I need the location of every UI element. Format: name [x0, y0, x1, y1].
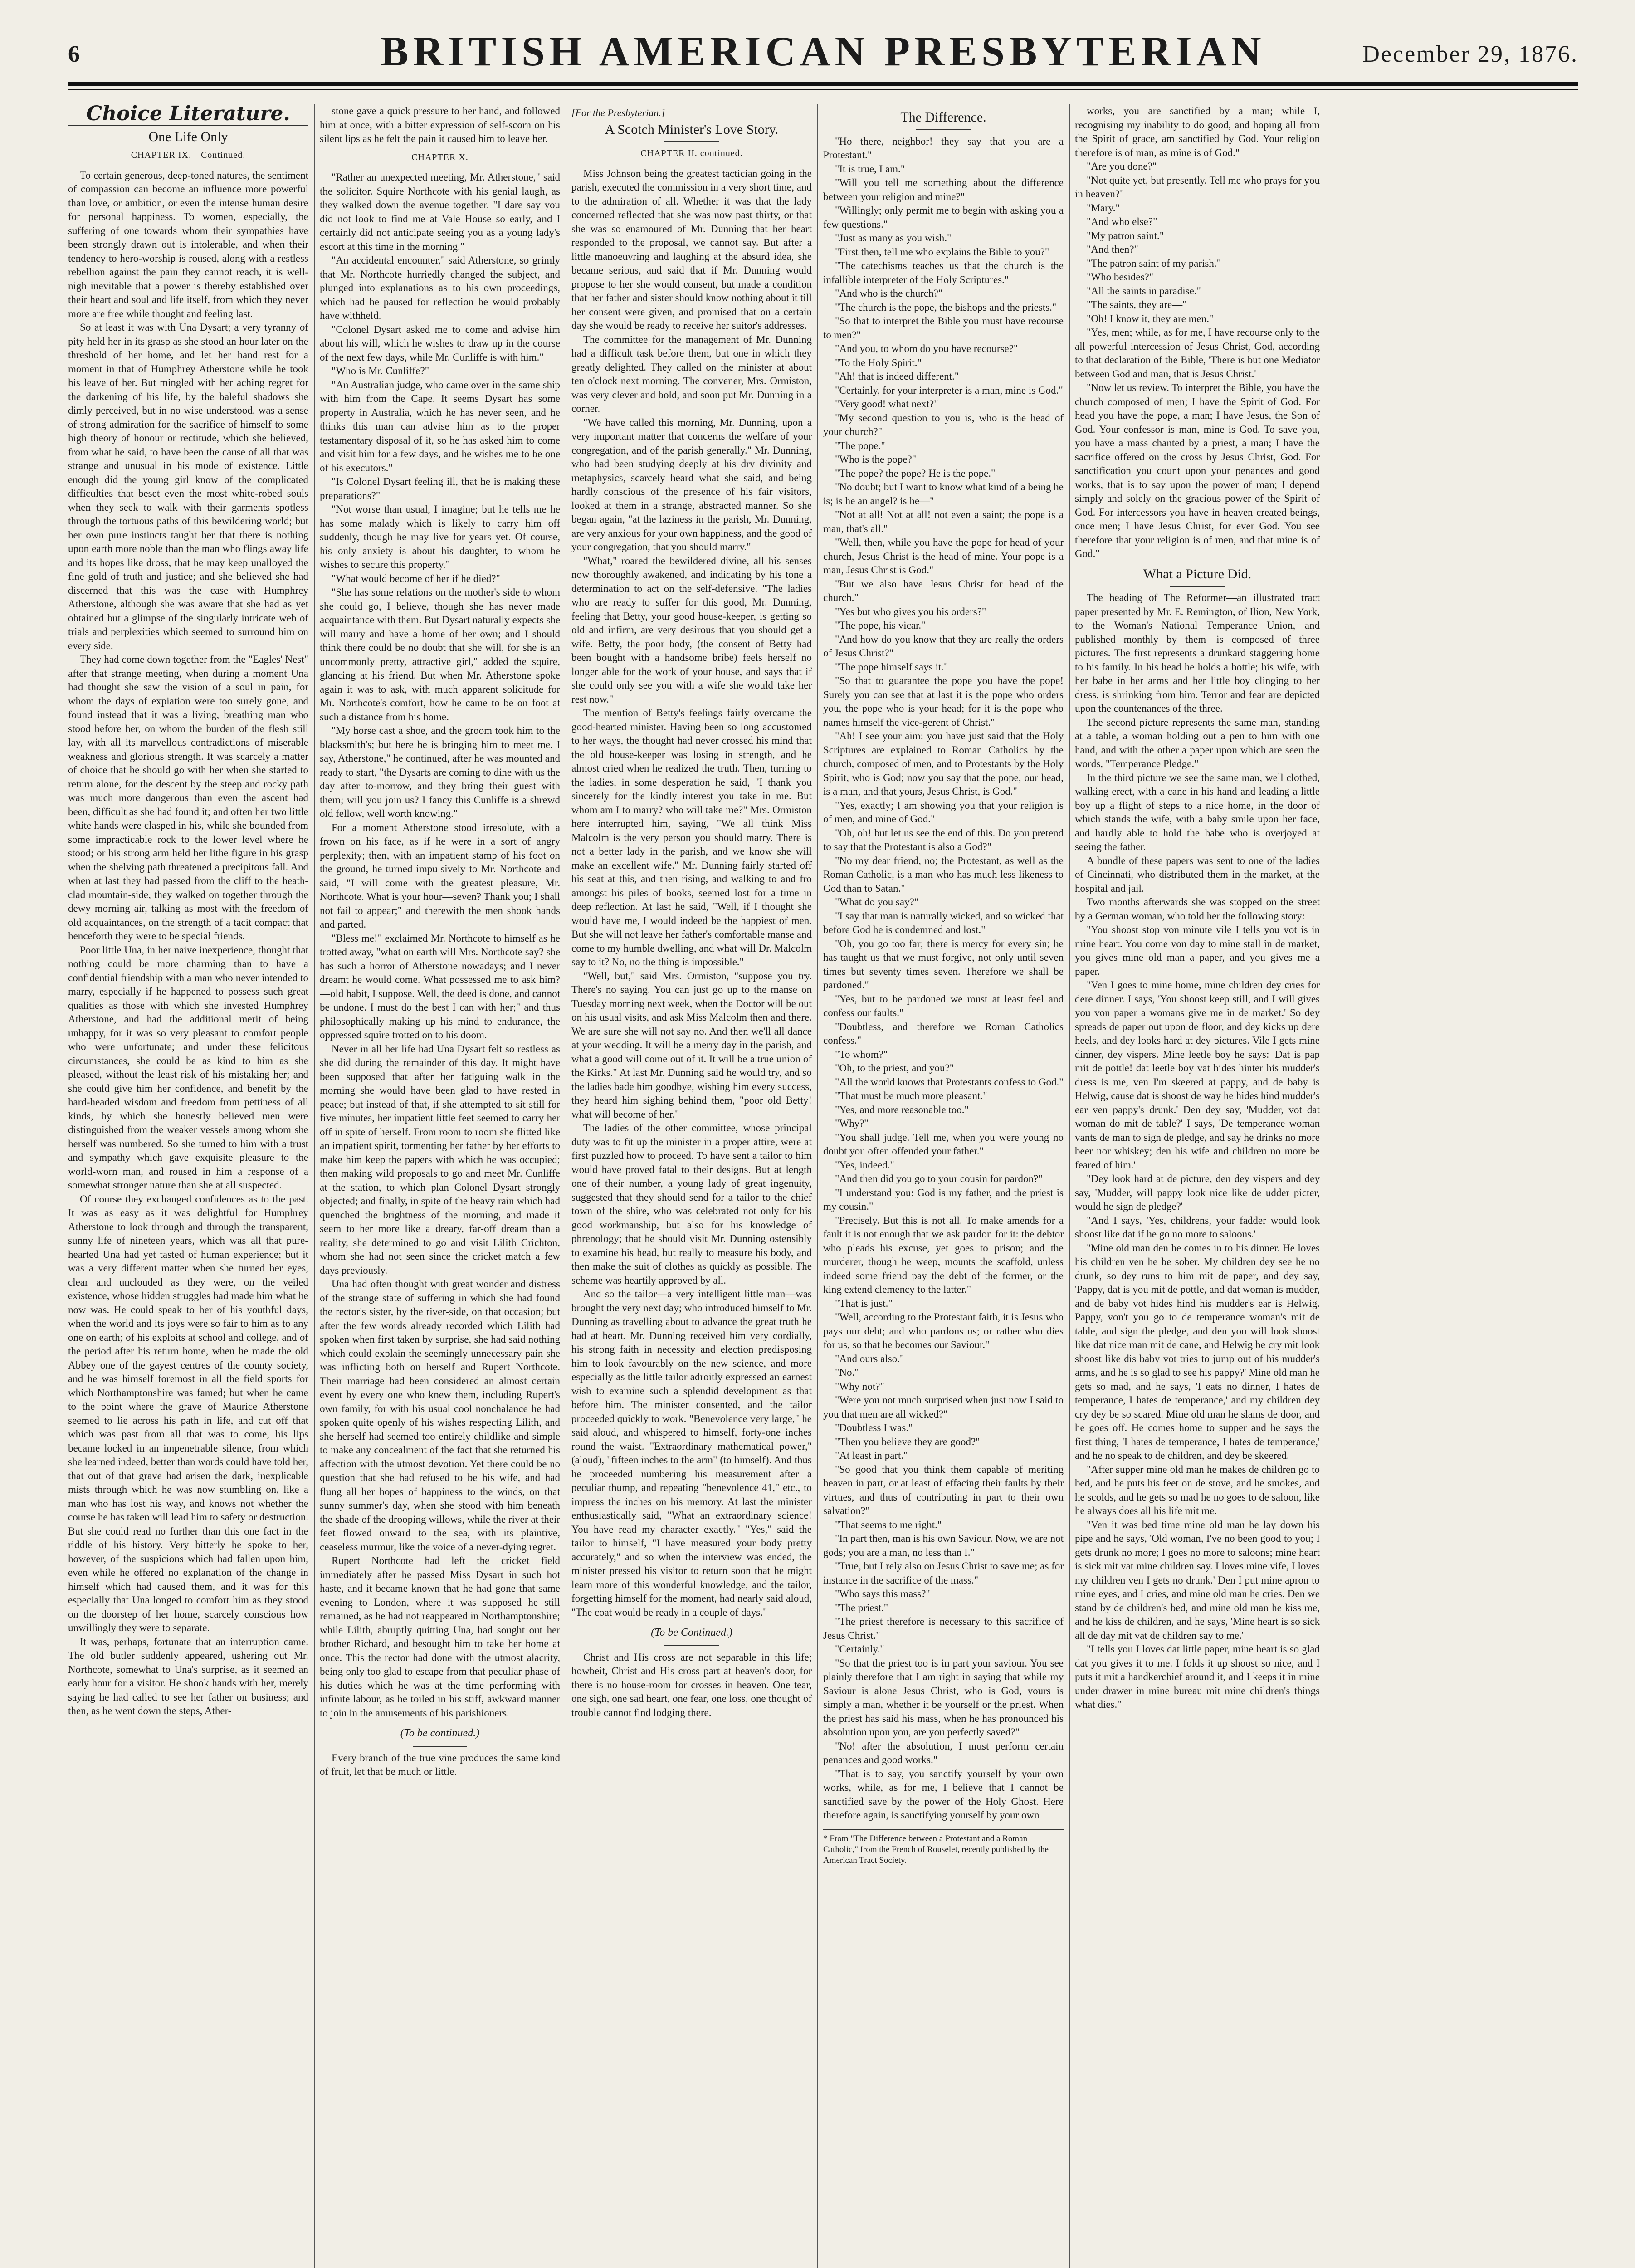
column-3 — [571, 104, 812, 2268]
story-title: A Scotch Minister's Love Story. — [605, 122, 779, 137]
paragraph: "Yes, and more reasonable too." — [835, 1104, 969, 1115]
paragraph: "What do you say?" — [835, 896, 919, 908]
column-1 — [68, 104, 308, 2268]
column-5 — [1075, 104, 1320, 2268]
paragraph: Of course they exchanged confidences as to the past. It was as easy as it was delightful for Humphrey Atherstone to look through and through the transparent, sunny life of nineteen years, which was all that pure-hearted Una had yet tasted of human experience; but it was a very different matter when she turned her eyes, clear and unclouded as they were, on the veiled existence, whose hidden struggles had made him what he now was. He could speak to her of his youthful days, when the world and its joys were so fair to him as to any one on earth; of his exploits at school and college, and of the period after his return home, when he made the old Abbey one of the gayest centres of the county society, and he was himself foremost in all the field sports for which Northamptonshire was famed; but when he came to the point where the grave of Maurice Atherstone seemed to lie across his path in life, and cut off that which was past from all that was to come, his lips became locked in an impenetrable silence, from which she learned indeed, better than words could have told her, that out of that grave had arisen the dark, inexplicable mists through which he was now stumbling on, like a man who has lost his way, and knows not whether the course he has taken will lead him to safety or destruction. But she could read no further than this one fact in the riddle of his history. Very bitterly he spoke to her, however, of the suspicions which had fallen upon him, even while he offered no explanation of the change in himself which had caused them, and it was for this especially that Una longed to comfort him as they stood on the doorstep of her home, scarcely conscious how unwillingly they were to separate. — [68, 1193, 308, 1633]
paragraph: "The priest." — [835, 1602, 888, 1613]
article-title: The Difference. — [900, 110, 986, 125]
paragraph: "Oh, you go too far; there is mercy for every sin; he has taught us that we must forgive, not only until seven times but seventy times seven. Therefore we shall be pardoned." — [823, 938, 1064, 991]
paragraph: works, you are sanctified by a man; while I, recognising my inability to do good, and hoping all from the Spirit of grace, am sanctified by God. Your religion therefore is of man, as mine is of God." — [1075, 105, 1320, 158]
paragraph: The committee for the management of Mr. Dunning had a difficult task before them, but one in which they greatly delighted. They called on the minister at about ten o'clock next morning. The convener, Mrs. Ormiston, was very clever and bold, and soon put Mr. Dunning in a corner. — [571, 333, 812, 414]
paragraph: "The saints, they are—" — [1087, 299, 1187, 310]
paragraph: "Dey look hard at de picture, den dey vispers and dey say, 'Mudder, will pappy look nice like de udder picter, would he sign de pledge?' — [1075, 1173, 1320, 1212]
paragraph: "Were you not much surprised when just now I said to you that men are all wicked?" — [823, 1394, 1064, 1420]
paragraph: "All the saints in paradise." — [1087, 285, 1201, 297]
column-4 — [823, 104, 1064, 2268]
continued-note: (To be Continued.) — [651, 1627, 732, 1638]
paragraph: "Oh! I know it, they are men." — [1087, 313, 1214, 324]
paragraph: "True, but I rely also on Jesus Christ to save me; as for instance in the sacrifice of the mass." — [823, 1560, 1064, 1586]
paragraph: "Oh, oh! but let us see the end of this. Do you pretend to say that the Protestant is also a God?" — [823, 827, 1064, 852]
masthead-header — [68, 9, 1578, 95]
paragraph: "First then, tell me who explains the Bible to you?" — [835, 246, 1049, 258]
paragraph: The heading of The Reformer—an illustrated tract paper presented by Mr. E. Remington, of Ilion, New York, to the Woman's National Temperance Union, and published monthly by them—is composed of three pictures. The first represents a drunkard staggering home to his family. In his head he holds a bottle; his wife, with her babe in her arms and her little boy clinging to her dress, is shrinking from him. Terror and fear are depicted upon the countenances of the three. — [1075, 592, 1320, 714]
paragraph: "No doubt; but I want to know what kind of a being he is; is he an angel? is he—" — [823, 481, 1064, 507]
paragraph: A bundle of these papers was sent to one of the ladies of Cincinnati, who distributed them in the market, at the hospital and jail. — [1075, 855, 1320, 894]
paragraph: "I tells you I loves dat little paper, mine heart is so glad dat you gives it to me. I folds it up shoost so nice, and I puts it mit a handkerchief around it, and I keeps it in mine under drawer in mine bureau mit mine children's things what dies." — [1075, 1643, 1320, 1710]
short-divider — [916, 129, 971, 130]
paragraph: Two months afterwards she was stopped on the street by a German woman, who told her the following story: — [1075, 896, 1320, 922]
paragraph: "The priest therefore is necessary to this sacrifice of Jesus Christ." — [823, 1616, 1064, 1641]
paragraph: "Ah! I see your aim: you have just said that the Holy Scriptures are explained to Roman Catholics by the church, composed of men, and to Protestants by the Holy Spirit, who is God; now you say that the pope, our head, is a man, and that yours, Jesus Christ, is God." — [823, 730, 1064, 797]
column-divider — [314, 104, 315, 2268]
paragraph: "The pope." — [835, 440, 885, 451]
paragraph: In the third picture we see the same man, well clothed, walking erect, with a cane in his hand and leading a little boy up a flight of steps to a nice home, in the door of which stands the wife, with a baby smile upon her face, and hardly able to hold the babe who is overjoyed at seeing the father. — [1075, 772, 1320, 852]
paragraph: "But we also have Jesus Christ for head of the church." — [823, 578, 1064, 603]
paragraph: "Is Colonel Dysart feeling ill, that he is making these preparations?" — [320, 476, 560, 501]
paragraph: "At least in part." — [835, 1450, 908, 1461]
paragraph: "No my dear friend, no; the Protestant, as well as the Roman Catholic, is a man who has much less likeness to God than to Satan." — [823, 855, 1064, 894]
paragraph: "Well, but," said Mrs. Ormiston, "suppose you try. There's no saying. You can just go up to the manse on Tuesday morning next week, when the Doctor will be out on his usual visits, and ask Miss Malcolm then and there. We are sure she will not say no. And then we'll all dance at your wedding. It will be a merry day in the parish, and what a good will come out of it. It will be a true union of the Kirks." At last Mr. Dunning said he would try, and so the ladies bade him goodbye, wishing him every success, they heard him sighing behind them, "poor old Betty! what will become of her." — [571, 970, 812, 1120]
newspaper-title: BRITISH AMERICAN PRESBYTERIAN — [381, 28, 1266, 74]
article-title: What a Picture Did. — [1143, 566, 1252, 582]
chapter-heading: CHAPTER II. continued. — [640, 148, 743, 158]
paragraph: "Very good! what next?" — [835, 398, 938, 410]
chapter-heading: CHAPTER IX.—Continued. — [131, 150, 246, 160]
chapter-heading: CHAPTER X. — [411, 152, 469, 162]
paragraph: "Precisely. But this is not all. To make amends for a fault it is not enough that we ask pardon for it: the debtor who pleads his excuse, yet goes to prison; and the murderer, though he weep, mounts the scaffold, unless indeed some friend pay the debt of the former, or the king extend clemency to the latter." — [823, 1214, 1064, 1295]
paragraph: "What would become of her if he died?" — [332, 572, 500, 584]
paragraph: "So that to interpret the Bible you must have recourse to men?" — [823, 315, 1064, 341]
paragraph: stone gave a quick pressure to her hand, and followed him at once, with a bitter expression of self-scorn on his silent lips as he felt the pain it caused him to leave her. — [320, 105, 560, 144]
paragraph: It was, perhaps, fortunate that an interruption came. The old butler suddenly appeared, ushering out Mr. Northcote, somewhat to Una's surprise, as it seemed an early hour for a visitor. He shook hands with her, merely saying he had called to see her father on business; and then, as he went down the steps, Ather- — [68, 1636, 308, 1716]
paragraph: "Who besides?" — [1087, 271, 1154, 283]
paragraph: "Ah! that is indeed different." — [835, 371, 959, 382]
paragraph: They had come down together from the "Eagles' Nest" after that strange meeting, when during a moment Una had thought she saw the vision of a soul in pain, for whom the days of expiation were too surely gone, and found instead that it was a living, breathing man who stood before her, on whom the burden of the flesh still lay, with all its marvellous contradictions of miserable weakness and glorious strength. It was scarcely a matter of choice that he should go with her when she started to return alone, for the descent by the steep and rocky path was much more dangerous than even the ascent had been, difficult as she had found it; and often her two little white hands were clasped in his, while she bounded from some impracticable rock to the lower level where he stood; or his strong arm held her lithe figure in his grasp when the shelving path threatened a precipitous fall. And when at last they had passed from the cliff to the heath-clad mountain-side, they walked on together through the dewy morning air, talking as most with the freedom of old acquaintances, on the strength of a tacit compact that henceforth they were to be special friends. — [68, 654, 308, 942]
page-number: 6 — [68, 41, 80, 67]
paragraph: "We have called this morning, Mr. Dunning, upon a very important matter that concerns the welfare of your congregation, and of the parish generally." Mr. Dunning, who had been studying deeply at his dry divinity and metaphysics, scarcely heard what she said, and being hardly conscious of the presence of his fair visitors, looked at them in a strange, abstracted manner. So she began again, "at the laziness in the parish, Mr. Dunning, are very anxious for your own happiness, and the good of your congregation, that you should marry." — [571, 416, 812, 552]
paragraph: "The patron saint of my parish." — [1087, 257, 1221, 269]
paragraph: "Colonel Dysart asked me to come and advise him about his will, which he wishes to draw up in the course of the next few days, while Mr. Cunliffe is with him." — [320, 323, 560, 363]
paragraph: "Are you done?" — [1087, 161, 1157, 172]
paragraph: "That must be much more pleasant." — [835, 1090, 987, 1101]
paragraph: "An accidental encounter," said Atherstone, so grimly that Mr. Northcote hurriedly changed the subject, and plunged into explanations as to his own proceedings, which had he paused for reflection he would probably have withheld. — [320, 254, 560, 321]
paragraph: The mention of Betty's feelings fairly overcame the good-hearted minister. Having been so long accustomed to her ways, the thought had never crossed his mind that the old house-keeper was losing in strength, and he almost cried when he realized the truth. Then, turning to the ladies, in some desperation he said, "I thank you sincerely for the kindly interest you take in me. But whom am I to marry? who will take me?" Mrs. Ormiston here interrupted him, saying, "We all think Miss Malcolm is the very person you should marry. There is not a better lady in the parish, and we know she will make an excellent wife." Mr. Dunning fairly started off his seat at this, and then rising, and walking to and fro amongst his piles of books, seemed lost for a time in deep reflection. At last he said, "Well, if I thought she would have me, I would indeed be the happiest of men. But she will not leave her father's comfortable manse and come to my humble dwelling, and what will Dr. Malcolm say to it? No, no the thing is impossible." — [571, 707, 812, 968]
paragraph: "No." — [835, 1367, 859, 1378]
paragraph: "Well, according to the Protestant faith, it is Jesus who pays our debt; and who pardons us; or rather who dies for us, so that he becomes our Saviour." — [823, 1311, 1064, 1350]
paragraph: "Not quite yet, but presently. Tell me who prays for you in heaven?" — [1075, 174, 1320, 200]
paragraph: "Mary." — [1087, 202, 1120, 214]
footnote: * From "The Difference between a Protestant and a Roman Catholic," from the French of Rouselet, recently published by the American Tract Society. — [823, 1829, 1064, 1866]
paragraph: "The church is the pope, the bishops and the priests." — [835, 301, 1057, 313]
paragraph: "Doubtless I was." — [835, 1422, 913, 1433]
paragraph: "That is just." — [835, 1297, 893, 1309]
short-divider — [664, 1645, 719, 1646]
paragraph: "Certainly." — [835, 1643, 884, 1655]
paragraph: "I say that man is naturally wicked, and so wicked that before God he is condemned and lost." — [823, 910, 1064, 935]
paragraph: "Yes but who gives you his orders?" — [835, 606, 986, 617]
paragraph: "Just as many as you wish." — [835, 232, 952, 244]
paragraph: "Now let us review. To interpret the Bible, you have the church composed of men; I have the Spirit of God. For head you have the pope, a man; I have Jesus, the Son of God. Your confessor is man, mine is God. To save you, you have a mass chanted by a priest, a man; I have the sacrifice offered on the cross by Jesus Christ, God. For sanctification you count upon your penances and good works, that is to say upon the power of man; I depend simply and solely on the gracious power of the Spirit of God. For intercessors you have in heaven created beings, once men; I have Jesus Christ, for ever God. You see therefore that your religion is of men, and that mine is of God." — [1075, 382, 1320, 559]
paragraph: "My horse cast a shoe, and the groom took him to the blacksmith's; but here he is bringing him to meet me. I say, Atherstone," he continued, after he was mounted and ready to start, "the Dysarts are coming to dine with us the day after to-morrow, and they bring their guest with them; will you join us? I fancy this Cunliffe is a shrewd old fellow, well worth knowing." — [320, 725, 560, 819]
paragraph: For a moment Atherstone stood irresolute, with a frown on his face, as if he were in a sort of angry perplexity; then, with an impatient stamp of his foot on the ground, he turned impulsively to Mr. Northcote and said, "I will come with the greatest pleasure, Mr. Northcote. What is your hour—seven? Thank you; I shall not fail to appear;" and therewith the men shook hands and parted. — [320, 821, 560, 930]
paragraph: "It is true, I am." — [835, 163, 905, 175]
paragraph: "Yes, men; while, as for me, I have recourse only to the all powerful intercession of Jesus Christ, God, according to that declaration of the Bible, 'There is but one Mediator between God and man, that is Jesus Christ.' — [1075, 327, 1320, 380]
paragraph: "That is to say, you sanctify yourself by your own works, while, as for me, I believe that I cannot be sanctified save by the power of the Holy Ghost. Here therefore again, is sanctifying yourself by your own — [823, 1768, 1064, 1821]
paragraph: "And how do you know that they are really the orders of Jesus Christ?" — [823, 633, 1064, 659]
paragraph: Miss Johnson being the greatest tactician going in the parish, executed the commission in a very short time, and to the admiration of all. Whether it was that the lady concerned reflected that she was now past thirty, or that she was so enamoured of Mr. Dunning that her heart responded to the proposal, we cannot say. But after a little manoeuvring and laughing at the absurd idea, she became serious, and said that if Mr. Dunning would propose to her she would consent, but made a condition that her father and sister should know nothing about it till her consent were given, and promised that on a certain day she would be ready to receive her suitor's addresses. — [571, 167, 812, 331]
paragraph: The second picture represents the same man, standing at a table, a woman holding out a pen to him with one hand, and with the other a paper upon which are seen the words, "Temperance Pledge." — [1075, 716, 1320, 769]
paragraph: "So good that you think them capable of meriting heaven in part, or at least of effacing their faults by their virtues, and thus of contributing in part to their own salvation?" — [823, 1463, 1064, 1516]
paragraph: "Rather an unexpected meeting, Mr. Atherstone," said the solicitor. Squire Northcote with his genial laugh, as they walked down the avenue together. "I dare say you did not look to find me at Vale House so early, and I certainly did not anticipate seeing you as a young lady's escort at this time in the morning." — [320, 171, 560, 252]
paragraph: "Bless me!" exclaimed Mr. Northcote to himself as he trotted away, "what on earth will Mrs. Northcote say? she has such a horror of Atherstone nowadays; and I never dreamt he would come. What possessed me to ask him?—old habit, I suppose. Well, the deed is done, and cannot be undone. I must do the best I can with her;" and thus philosophically making up his mind to endurance, the oppressed squire trotted on to his doom. — [320, 932, 560, 1041]
paragraph: "Who says this mass?" — [835, 1588, 930, 1599]
paragraph: "Why not?" — [835, 1380, 884, 1392]
paragraph: Una had often thought with great wonder and distress of the strange state of suffering in which she had found the rector's sister, by the river-side, on that occasion; but after the few words already recorded which Lilith had spoken when first taken by surprise, she had said nothing which could explain the seemingly unnecessary pain she was inflicting both on herself and Rupert Northcote. Their marriage had been considered an almost certain event by every one who knew them, including Rupert's own family, for with his usual cool nonchalance he had spoken quite openly of his wishes respecting Lilith, and she herself had seemed too entirely childlike and simple to make any concealment of the fact that she returned his affection with the utmost devotion. Yet there could be no question that she had refused to be his wife, and had flung all her hopes of happiness to the winds, on that sunny summer's day, when she stood with him beneath the shade of the drooping willows, while the river at their feet flowed onward to the sea, with its plaintive, ceaseless murmur, like the voice of a never-dying regret. — [320, 1278, 560, 1553]
paragraph: "And then?" — [1087, 244, 1138, 255]
paragraph: "Willingly; only permit me to begin with asking you a few questions." — [823, 205, 1064, 230]
short-divider — [1170, 586, 1225, 587]
paragraph: "That seems to me right." — [835, 1519, 942, 1530]
paragraph: "And then did you go to your cousin for pardon?" — [835, 1173, 1043, 1184]
column-2 — [320, 104, 560, 2268]
paragraph: "You shall judge. Tell me, when you were young no doubt you often offended your father." — [823, 1131, 1064, 1157]
paragraph: "Mine old man den he comes in to his dinner. He loves his children ven he be sober. My children dey see he no drunk, so dey runs to him mit de paper, and dey say, 'Pappy, dat is you mit de pottle, and dat woman is mudder, and de baby vot hides hind his mudder's ear is Helwig. Pappy, von't you go to de temperance woman's mit de table, and sign the pledge, and den you will look shoost like dat nice man mit de cane, and Helwig be cry mit look shoost like dis baby vot tries to jump out of his mudder's arms, and he is so glad to see his pappy?' Mine old man he gets so mad, and he says, 'I eats no dinner, I hates de temperance, I hates de temperance,' and my children dey cry dey be so scared. Mine old man he slams de door, and he goes off. He comes home to supper and he says the first thing, 'I hates de temperance, I hates de temperance,' and he no speak to de children, and dey be skeered. — [1075, 1242, 1320, 1461]
paragraph: "I understand you: God is my father, and the priest is my cousin." — [823, 1187, 1064, 1212]
paragraph: "To the Holy Spirit." — [835, 357, 922, 368]
paragraph: "Ho there, neighbor! they say that you are a Protestant." — [823, 135, 1064, 161]
paragraph: And so the tailor—a very intelligent little man—was brought the very next day; who introduced himself to Mr. Dunning as travelling about to advance the great truth he had at heart. Mr. Dunning received him very cordially, his strong faith in necessity and election predisposing him to look favourably on the new science, and more especially as the little tailor adroitly expressed an earnest wish to examine such a splendid development as that before him. The minister consented, and the tailor proceeded quickly to work. "Benevolence very large," he said aloud, and whispered to himself, forty-one inches round the waist. "Extraordinary mathematical power," (aloud), "fifteen inches to the arm" (to himself). And thus he proceeded numbering his measurement after a peculiar thump, and repeating "benevolence 41," etc., to impress the inches on his memory. At last the minister enthusiastically said, "What an extraordinary science! You have read my character exactly." "Yes," said the tailor to himself, "I have measured your body pretty accurately," and so when the interview was ended, the minister pressed his visitor to return soon that he might learn more of this wonderful knowledge, and the tailor, forgetting himself for the moment, had nearly said aloud, "The coat would be ready in a couple of days." — [571, 1288, 812, 1618]
paragraph: "Not at all! Not at all! not even a saint; the pope is a man, that's all." — [823, 509, 1064, 534]
paragraph: "And who else?" — [1087, 216, 1157, 227]
short-divider — [664, 141, 719, 142]
paragraph: "And I says, 'Yes, childrens, your fadder would look shoost like dat if he go no more to saloons.' — [1075, 1214, 1320, 1240]
paragraph: "Will you tell me something about the difference between your religion and mine?" — [823, 177, 1064, 202]
paragraph: To certain generous, deep-toned natures, the sentiment of compassion can become an influence more powerful than love, or ambition, or even the intense human desire for personal happiness. To women, especially, the suffering of one towards whom their sympathies have been strongly drawn out is intolerable, and when their tendency to hero-worship is roused, along with a restless rebellion against the pain they cannot reach, it is well-nigh inevitable that a power is thereby established over their heart and soul and life itself, from which they never more are free while thought and feeling last. — [68, 169, 308, 319]
paragraph: "She has some relations on the mother's side to whom she could go, I believe, though she has never made acquaintance with them. But Dysart naturally expects she will marry and have a home of her own; and I should think there could be no doubt that she will, for she is an uncommonly pretty, attractive girl," added the squire, glancing at his friend. But when Mr. Atherstone spoke again it was to ask, with much apparent solicitude for Mr. Northcote's comfort, how he came to be on foot at such a distance from his home. — [320, 587, 560, 723]
paragraph: "Ven it was bed time mine old man he lay down his pipe and he says, 'Old woman, I've no been good to you; I gets drunk no more; I goes no more to saloons; mine heart is sick mit vat mine children say. I loves mine vife, I loves my children ven I gets no drunk.' Den I put mine apron to mine eyes, and I cries, and mine old man he cries. Den we stand by de children's bed, and mine old man he kiss me, and he kiss de children, and he says, 'Mine heart is so sick all de day mit vat de children say to me.' — [1075, 1519, 1320, 1641]
paragraph: "Then you believe they are good?" — [835, 1436, 980, 1447]
paragraph: "And who is the church?" — [835, 288, 943, 299]
paragraph: "The pope himself says it." — [835, 661, 948, 673]
paragraph: "What," roared the bewildered divine, all his senses now thoroughly awakened, and indicating by his tone a determination to act on the self-defensive. "The ladies who are ready to suffer for this good, Mr. Dunning, feeling that Betty, your good house-keeper, is getting so old and infirm, are very desirous that you should get a wife. Betty, the poor body, (the consent of Betty had been bought with a handsome bribe) feels herself no longer able for the work of your house, and says that if she could only see you with a wife she would take her rest now." — [571, 555, 812, 705]
paragraph: Poor little Una, in her naive inexperience, thought that nothing could be more charming than to have a confidential friendship with a man who never intended to marry, especially if he happened to possess such great qualities as those with which she invested Humphrey Atherstone, and had the additional merit of being unhappy, for it was so very pleasant to comfort people who were unfortunate; and under these felicitous circumstances, she could be as kind to him as she pleased, without the least risk of his mistaking her; and she could give him her confidence, and benefit by the hard-headed wisdom and freedom from pettiness of all kinds, by which she honestly believed men were distinguished from the weaker vessels among whom she herself was numbered. So she turned to him with a trust and sympathy which gave exquisite pleasure to the world-worn man, and roused in him a response of a somewhat stronger nature than she at all suspected. — [68, 944, 308, 1191]
paragraph: "The catechisms teaches us that the church is the infallible interpreter of the Holy Scriptures." — [823, 260, 1064, 285]
continued-note: (To be continued.) — [400, 1727, 480, 1739]
source-note: [For the Presbyterian.] — [571, 107, 665, 118]
paragraph: "No! after the absolution, I must perform certain penances and good works." — [823, 1740, 1064, 1765]
section-heading: Choice Literature. — [68, 107, 308, 126]
paragraph: "Who is the pope?" — [835, 454, 917, 465]
paragraph: So at least it was with Una Dysart; a very tyranny of pity held her in its grasp as she stood an hour later on the threshold of her home, and let her hand rest for a moment in that of Humphrey Atherstone while he took his leave of her. But mingled with her aching regret for the darkening of his life, by the baleful shadows she dimly perceived, but in no wise understood, was a sense of strong admiration for the sacrifice of himself to some high theory of honour or rectitude, which she believed, from what he said, to have been the cause of all that was strange and unusual in his mode of existence. Little enough did the young girl know of the complicated difficulties that beset even the most white-robed souls when they seek to walk with their garments spotless through the tortuous paths of this bewildering world; but her own pure instincts taught her that there is nothing upon earth more noble than the man who flings away life and its hopes like dross, that he may keep unalloyed the fine gold of truth and justice; and she believed she had discerned that this was the case with Humphrey Atherstone, although she was aware that she had as yet obtained but a glimpse of the singularly intricate web of trials and perplexities which seemed to surround him on every side. — [68, 322, 308, 651]
paragraph: "The pope, his vicar." — [835, 620, 926, 631]
paragraph: Every branch of the true vine produces the same kind of fruit, let that be much or little. — [320, 1752, 560, 1777]
paragraph: The ladies of the other committee, whose principal duty was to fit up the minister in a proper attire, were at first puzzled how to proceed. To have sent a tailor to him would have proved fatal to their designs. But at length one of their number, a young lady of great ingenuity, suggested that they should send for a tailor to the chief town of the shire, who was celebrated not only for his good workmanship, but also for his knowledge of phrenology; that he should visit Mr. Dunning ostensibly to examine his head, but really to measure his body, and then make the suit of clothes as quickly as possible. The scheme was heartily approved by all. — [571, 1122, 812, 1286]
paragraph: Rupert Northcote had left the cricket field immediately after he passed Miss Dysart in such hot haste, and it became known that he had gone that same evening to London, where it was supposed he still remained, as he had not reappeared in Northamptonshire; while Lilith, abruptly quitting Una, had sought out her brother Richard, and besought him to take her home at once. This the rector had done with the utmost alacrity, being only too glad to escape from that peculiar phase of his duties which he was at the time performing with infinite labour, as he toiled in his stiff, awkward manner to join in the amusements of his parishioners. — [320, 1555, 560, 1719]
paragraph: Christ and His cross are not separable in this life; howbeit, Christ and His cross part at heaven's door, for there is no house-room for crosses in heaven. One tear, one sigh, one sad heart, one fear, one loss, one thought of trouble cannot find lodging there. — [571, 1651, 812, 1718]
short-divider — [413, 1746, 467, 1747]
header-rule-thin — [68, 89, 1578, 90]
paragraph: "Oh, to the priest, and you?" — [835, 1062, 954, 1074]
paragraph: "All the world knows that Protestants confess to God." — [835, 1076, 1064, 1088]
paragraph: "Who is Mr. Cunliffe?" — [332, 365, 429, 376]
paragraph: "Well, then, while you have the pope for head of your church, Jesus Christ is the head of mine. Your pope is a man, Jesus Christ is God." — [823, 537, 1064, 576]
paragraph: "My second question to you is, who is the head of your church?" — [823, 412, 1064, 437]
paragraph: "Doubtless, and therefore we Roman Catholics confess." — [823, 1021, 1064, 1046]
paragraph: "In part then, man is his own Saviour. Now, we are not gods; you are a man, no less than I." — [823, 1533, 1064, 1558]
header-rule-thick — [68, 82, 1578, 86]
story-title: One Life Only — [148, 129, 228, 144]
paragraph: "Ven I goes to mine home, mine children dey cries for dere dinner. I says, 'You shoost keep still, and I will gives you von paper a womans give me in de market.' So dey spreads de paper out upon de floor, and dey kicks up dere heels, and dey looks hard at dey pictures. Vile I gets mine dinner, dey vispers. Mine leetle boy he says: 'Dat is pap mit de pottle! dat leetle boy vat hides hinter his mudder's dress is me, ven I'm skeered at pappy, and de baby is Helwig, cause dat is shoost de way he hides hind mudder's ear ven pappy's drunk.' Den dey say, 'Mudder, vot dat woman do mit de table?' I says, 'De temperance woman vants de man to sign de pledge, and say he drinks no more beer nor whiskey; den his wife and children no more be feared of him.' — [1075, 979, 1320, 1171]
paragraph: "Certainly, for your interpreter is a man, mine is God." — [835, 384, 1063, 396]
paragraph: Never in all her life had Una Dysart felt so restless as she did during the remainder of this day. It might have been supposed that after her fatiguing walk in the morning she would have been glad to have rested in peace; but instead of that, if she attempted to sit still for five minutes, her impatient little feet seemed to carry her off in spite of herself. From room to room she flitted like an impatient spirit, tormenting her father by her efforts to make him keep the papers with which he was occupied; then making wild proposals to go and meet Mr. Cunliffe at the station, to which plan Colonel Dysart strongly objected; and finally, in spite of the heavy rain which had quenched the brightness of the morning, and made it seem to her more like a dreary, far-off dream than a reality, she determined to go and visit Lilith Crichton, whom she had not seen since the cricket match a few days previously. — [320, 1043, 560, 1276]
paragraph: "Not worse than usual, I imagine; but he tells me he has some malady which is likely to carry him off suddenly, though he may live for years yet. Of course, his only anxiety is about his daughter, to whom he wishes to secure this property." — [320, 503, 560, 570]
paragraph: "Why?" — [835, 1118, 869, 1129]
paragraph: "An Australian judge, who came over in the same ship with him from the Cape. It seems Dysart has some property in Australia, which he has never seen, and he thinks this man can advise him as to the proper testamentary disposal of it, so he has asked him to come and visit him for a few days, and he wishes me to be one of his executors." — [320, 379, 560, 474]
column-divider — [817, 104, 818, 2268]
paragraph: "So that the priest too is in part your saviour. You see plainly therefore that I am right in saying that while my Saviour is alone Jesus Christ, who is God, yours is simply a man, whether it be yourself or the priest. When the priest has said his mass, when he has pronounced his absolution upon you, are you perfectly saved?" — [823, 1657, 1064, 1738]
paragraph: "So that to guarantee the pope you have the pope! Surely you can see that at last it is the pope who orders you, the pope who is your head; for it is the pope who names himself the vice-gerent of Christ." — [823, 675, 1064, 728]
paragraph: "The pope? the pope? He is the pope." — [835, 467, 996, 479]
paragraph: "After supper mine old man he makes de children go to bed, and he puts his feet on de stove, and he smokes, and he scolds, and he gets so mad he no goes to de saloon, like he always does all his life mit me. — [1075, 1463, 1320, 1516]
paragraph: "Yes, but to be pardoned we must at least feel and confess our faults." — [823, 993, 1064, 1018]
paragraph: "And you, to whom do you have recourse?" — [835, 343, 1018, 354]
paragraph: "You shoost stop von minute vile I tells you vot is in mine heart. You come von day to mine stall in de market, you gives mine old man a paper, and you gives me a paper. — [1075, 924, 1320, 977]
issue-date: December 29, 1876. — [1362, 41, 1578, 67]
paragraph: "Yes, exactly; I am showing you that your religion is of men, and mine of God." — [823, 799, 1064, 825]
paragraph: "To whom?" — [835, 1048, 888, 1060]
paragraph: "Yes, indeed." — [835, 1159, 894, 1171]
column-divider — [1069, 104, 1070, 2268]
paragraph: "My patron saint." — [1087, 230, 1164, 241]
paragraph: "And ours also." — [835, 1353, 904, 1364]
